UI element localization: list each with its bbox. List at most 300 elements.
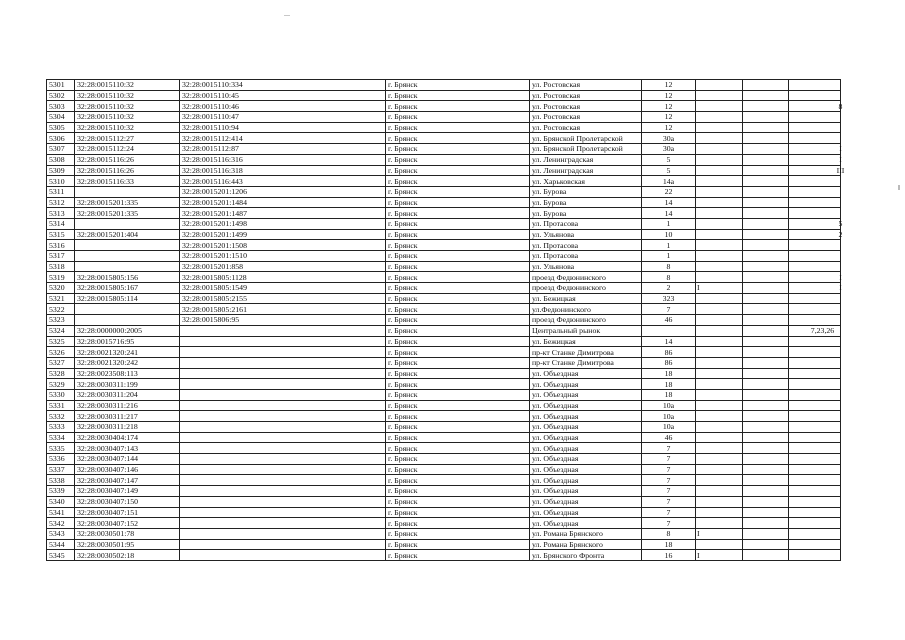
street-cell: ул. Бурова [530,186,642,197]
city-cell: г. Брянск [386,90,530,101]
extra-col-1-cell [696,315,743,326]
table-row [47,261,841,272]
record-number-cell: 5339 [47,486,75,497]
extra-col-2-cell [743,186,789,197]
premises-cadastral-number-cell [180,475,386,486]
record-number-cell: 5335 [47,443,75,454]
extra-col-3-value: I [839,283,842,293]
cadastral-number-cell [75,261,180,272]
cadastral-number-cell: 32:28:0015805:114 [75,293,180,304]
extra-col-2-cell [743,411,789,422]
record-number-cell: 5329 [47,379,75,390]
table-row [47,154,841,165]
city-cell: г. Брянск [386,496,530,507]
house-number-cell: 86 [642,347,696,358]
table-row [47,229,841,240]
extra-col-1-cell [696,304,743,315]
city-cell: г. Брянск [386,368,530,379]
city-cell: г. Брянск [386,347,530,358]
table-row [47,539,841,550]
table-row [47,240,841,251]
city-cell: г. Брянск [386,400,530,411]
extra-col-3-cell [789,80,841,91]
city-cell: г. Брянск [386,101,530,112]
table-row [47,165,841,176]
extra-col-1-cell [696,261,743,272]
extra-col-2-cell [743,539,789,550]
premises-cadastral-number-cell [180,347,386,358]
house-number-cell: 2 [642,283,696,294]
premises-cadastral-number-cell [180,336,386,347]
cadastral-number-cell [75,304,180,315]
record-number-cell: 5344 [47,539,75,550]
record-number-cell: 5324 [47,325,75,336]
premises-cadastral-number-cell: 32:28:0015805:1549 [180,283,386,294]
table-row [47,283,841,294]
record-number-cell: 5301 [47,80,75,91]
table-row [47,122,841,133]
table-row [47,464,841,475]
extra-col-3-cell [789,368,841,379]
extra-col-1-cell [696,379,743,390]
street-cell: ул. Романа Брянского [530,528,642,539]
extra-col-2-cell [743,443,789,454]
extra-col-3-cell [789,272,841,283]
city-cell: г. Брянск [386,112,530,123]
premises-cadastral-number-cell [180,528,386,539]
extra-col-3-cell [789,197,841,208]
extra-col-1-cell [696,336,743,347]
table-row [47,133,841,144]
record-number-cell: 5332 [47,411,75,422]
extra-col-2-cell [743,197,789,208]
record-number-cell: 5338 [47,475,75,486]
extra-col-3-cell [789,464,841,475]
street-cell: ул. Романа Брянского [530,539,642,550]
extra-col-2-cell [743,475,789,486]
street-cell: ул. Объездная [530,454,642,465]
table-row [47,272,841,283]
record-number-cell: 5318 [47,261,75,272]
street-cell: ул. Объездная [530,400,642,411]
city-cell: г. Брянск [386,550,530,561]
house-number-cell: 1 [642,251,696,262]
house-number-cell: 12 [642,112,696,123]
extra-col-3-cell [789,550,841,561]
extra-col-2-cell [743,218,789,229]
extra-col-1-cell [696,507,743,518]
premises-cadastral-number-cell [180,379,386,390]
table-row [47,80,841,91]
table-row [47,347,841,358]
extra-col-2-cell [743,454,789,465]
city-cell: г. Брянск [386,454,530,465]
table-row [47,197,841,208]
city-cell: г. Брянск [386,165,530,176]
city-cell: г. Брянск [386,304,530,315]
record-number-cell: 5303 [47,101,75,112]
premises-cadastral-number-cell: 32:28:0015116:443 [180,176,386,187]
street-cell: Центральный рынок [530,325,642,336]
extra-col-2-cell [743,90,789,101]
city-cell: г. Брянск [386,389,530,400]
extra-col-1-cell [696,389,743,400]
extra-col-2-cell [743,272,789,283]
street-cell: ул. Объездная [530,389,642,400]
city-cell: г. Брянск [386,507,530,518]
house-number-cell: 46 [642,432,696,443]
registry-table [46,79,845,561]
premises-cadastral-number-cell: 32:28:0015110:45 [180,90,386,101]
premises-cadastral-number-cell [180,432,386,443]
extra-col-2-cell [743,122,789,133]
extra-col-3-cell [789,422,841,433]
extra-col-3-cell [789,325,841,336]
extra-col-2-cell [743,144,789,155]
house-number-cell: 46 [642,315,696,326]
cadastral-number-cell [75,218,180,229]
premises-cadastral-number-cell: 32:28:0015201:1508 [180,240,386,251]
extra-col-3-cell [789,443,841,454]
extra-col-3-cell [789,90,841,101]
premises-cadastral-number-cell [180,539,386,550]
scan-edge-mark [898,185,900,190]
extra-col-1-cell [696,197,743,208]
city-cell: г. Брянск [386,336,530,347]
extra-col-1-cell [696,368,743,379]
city-cell: г. Брянск [386,218,530,229]
cadastral-number-cell: 32:28:0023508:113 [75,368,180,379]
cadastral-number-cell: 32:28:0015110:32 [75,112,180,123]
city-cell: г. Брянск [386,357,530,368]
extra-col-1-cell [696,325,743,336]
table-row [47,186,841,197]
city-cell: г. Брянск [386,518,530,529]
extra-col-3-value: I [839,155,842,165]
record-number-cell: 5326 [47,347,75,358]
cadastral-number-cell: 32:28:0015116:26 [75,165,180,176]
table-row [47,112,841,123]
premises-cadastral-number-cell: 32:28:0015806:95 [180,315,386,326]
city-cell: г. Брянск [386,229,530,240]
house-number-cell: 10а [642,422,696,433]
extra-col-2-cell [743,208,789,219]
cadastral-number-cell: 32:28:0015110:32 [75,101,180,112]
extra-col-3-cell [789,229,841,240]
record-number-cell: 5316 [47,240,75,251]
record-number-cell: 5336 [47,454,75,465]
street-cell: ул. Протасова [530,251,642,262]
table-row [47,400,841,411]
street-cell: ул. Объездная [530,496,642,507]
table-row [47,454,841,465]
extra-col-1-cell [696,90,743,101]
table-row [47,379,841,390]
city-cell: г. Брянск [386,251,530,262]
extra-col-2-cell [743,422,789,433]
cadastral-number-cell: 32:28:0030407:152 [75,518,180,529]
record-number-cell: 5315 [47,229,75,240]
extra-col-1-cell [696,218,743,229]
house-number-cell: 7 [642,454,696,465]
premises-cadastral-number-cell [180,368,386,379]
registry-body [47,80,845,561]
cadastral-number-cell: 32:28:0015116:26 [75,154,180,165]
cadastral-number-cell: 32:28:0015805:167 [75,283,180,294]
extra-col-2-cell [743,528,789,539]
cadastral-number-cell: 32:28:0030501:95 [75,539,180,550]
cadastral-number-cell: 32:28:0021320:242 [75,357,180,368]
record-number-cell: 5342 [47,518,75,529]
table-row [47,475,841,486]
house-number-cell: 1 [642,218,696,229]
extra-col-3-cell [789,176,841,187]
extra-col-1-cell [696,186,743,197]
house-number-cell: 30а [642,133,696,144]
extra-col-1-cell [696,229,743,240]
record-number-cell: 5345 [47,550,75,561]
extra-col-2-cell [743,293,789,304]
house-number-cell: 18 [642,539,696,550]
extra-col-3-cell [789,539,841,550]
house-number-cell: 8 [642,272,696,283]
extra-col-3-cell [789,411,841,422]
house-number-cell: 14 [642,208,696,219]
city-cell: г. Брянск [386,197,530,208]
extra-col-1-cell [696,432,743,443]
street-cell: ул. Харьковская [530,176,642,187]
extra-col-3-cell [789,475,841,486]
extra-col-2-cell [743,518,789,529]
extra-col-3-cell [789,144,841,155]
extra-col-3-value: 5 [838,219,843,229]
extra-col-2-cell [743,133,789,144]
premises-cadastral-number-cell [180,357,386,368]
extra-col-2-cell [743,379,789,390]
city-cell: г. Брянск [386,80,530,91]
extra-col-2-cell [743,165,789,176]
extra-col-2-cell [743,389,789,400]
extra-col-3-cell [789,283,841,294]
premises-cadastral-number-cell [180,464,386,475]
table-row [47,251,841,262]
city-cell: г. Брянск [386,283,530,294]
premises-cadastral-number-cell: 32:28:0015201:1510 [180,251,386,262]
house-number-cell: 7 [642,496,696,507]
extra-col-1-cell [696,165,743,176]
extra-col-3-value: 7,23,26 [810,326,835,336]
cadastral-number-cell: 32:28:0015110:32 [75,80,180,91]
premises-cadastral-number-cell: 32:28:0015805:2155 [180,293,386,304]
street-cell: пр-кт Станке Димитрова [530,347,642,358]
record-number-cell: 5311 [47,186,75,197]
street-cell: ул. Бежицкая [530,293,642,304]
extra-col-2-cell [743,154,789,165]
extra-col-3-cell [789,496,841,507]
house-number-cell: 323 [642,293,696,304]
city-cell: г. Брянск [386,186,530,197]
extra-col-2-cell [743,464,789,475]
house-number-cell: 12 [642,122,696,133]
extra-col-1-cell [696,122,743,133]
extra-col-2-cell [743,283,789,294]
premises-cadastral-number-cell: 32:28:0015110:46 [180,101,386,112]
cadastral-number-cell: 32:28:0015112:24 [75,144,180,155]
table-row [47,315,841,326]
house-number-cell: 1 [642,240,696,251]
cadastral-number-cell: 32:28:0030407:151 [75,507,180,518]
extra-col-1-cell [696,443,743,454]
premises-cadastral-number-cell [180,443,386,454]
extra-col-3-cell [789,304,841,315]
premises-cadastral-number-cell [180,454,386,465]
extra-col-1-cell [696,411,743,422]
extra-col-3-cell [789,186,841,197]
extra-col-3-cell [789,336,841,347]
extra-col-2-cell [743,368,789,379]
city-cell: г. Брянск [386,464,530,475]
table-row [47,528,841,539]
table-row [47,208,841,219]
record-number-cell: 5340 [47,496,75,507]
house-number-cell: 7 [642,304,696,315]
extra-col-2-cell [743,176,789,187]
record-number-cell: 5312 [47,197,75,208]
extra-col-3-cell [789,261,841,272]
extra-col-2-cell [743,101,789,112]
house-number-cell: 12 [642,90,696,101]
extra-col-1-cell [696,518,743,529]
premises-cadastral-number-cell [180,411,386,422]
extra-col-1-cell [696,154,743,165]
city-cell: г. Брянск [386,475,530,486]
extra-col-3-cell [789,165,845,176]
house-number-cell: 12 [642,80,696,91]
street-cell: ул. Объездная [530,475,642,486]
extra-col-2-cell [743,229,789,240]
extra-col-3-cell [789,454,841,465]
street-cell: ул. Брянского Фронта [530,550,642,561]
extra-col-3-cell [789,486,841,497]
extra-col-3-value: I [839,144,842,154]
house-number-cell: 10а [642,400,696,411]
extra-col-1-cell [696,176,743,187]
house-number-cell: 14 [642,197,696,208]
premises-cadastral-number-cell [180,400,386,411]
house-number-cell: 12 [642,101,696,112]
extra-col-3-cell [789,518,841,529]
record-number-cell: 5317 [47,251,75,262]
street-cell: ул. Объездная [530,432,642,443]
house-number-cell: 7 [642,475,696,486]
premises-cadastral-number-cell: 32:28:0015805:2161 [180,304,386,315]
table-row [47,518,841,529]
extra-col-2-cell [743,496,789,507]
extra-col-1-cell [696,357,743,368]
street-cell: ул. Ульянова [530,229,642,240]
house-number-cell: 5 [642,165,696,176]
extra-col-2-cell [743,325,789,336]
extra-col-2-cell [743,357,789,368]
house-number-cell: 8 [642,528,696,539]
cadastral-number-cell: 32:28:0015116:33 [75,176,180,187]
street-cell: ул.Федюнинского [530,304,642,315]
street-cell: проезд Федюнинского [530,283,642,294]
city-cell: г. Брянск [386,528,530,539]
cadastral-number-cell: 32:28:0015110:32 [75,90,180,101]
extra-col-1-cell [696,133,743,144]
house-number-cell: 22 [642,186,696,197]
extra-col-1-cell [696,208,743,219]
house-number-cell: 18 [642,389,696,400]
extra-col-1-cell [696,112,743,123]
cadastral-number-cell: 32:28:0015201:335 [75,208,180,219]
house-number-cell: 18 [642,379,696,390]
record-number-cell: 5343 [47,528,75,539]
cadastral-number-cell: 32:28:0030407:146 [75,464,180,475]
extra-col-3-cell [789,122,841,133]
extra-col-3-cell [789,208,841,219]
street-cell: ул. Объездная [530,411,642,422]
table-row [47,304,841,315]
extra-col-2-cell [743,507,789,518]
record-number-cell: 5331 [47,400,75,411]
city-cell: г. Брянск [386,122,530,133]
premises-cadastral-number-cell: 32:28:0015110:47 [180,112,386,123]
record-number-cell: 5323 [47,315,75,326]
cadastral-number-cell: 32:28:0030311:204 [75,389,180,400]
record-number-cell: 5320 [47,283,75,294]
premises-cadastral-number-cell [180,496,386,507]
extra-col-1-cell [696,144,743,155]
extra-col-1-cell [696,454,743,465]
record-number-cell: 5310 [47,176,75,187]
record-number-cell: 5341 [47,507,75,518]
city-cell: г. Брянск [386,154,530,165]
extra-col-2-cell [743,240,789,251]
table-row [47,357,841,368]
street-cell: ул. Объездная [530,518,642,529]
extra-col-1-cell [696,347,743,358]
house-number-cell: 7 [642,443,696,454]
premises-cadastral-number-cell [180,389,386,400]
premises-cadastral-number-cell: 32:28:0015201:1484 [180,197,386,208]
record-number-cell: 5328 [47,368,75,379]
street-cell: ул. Объездная [530,368,642,379]
table-row [47,176,841,187]
house-number-cell: 7 [642,486,696,497]
house-number-cell: 16 [642,550,696,561]
house-number-cell: 10а [642,411,696,422]
premises-cadastral-number-cell: 32:28:0015110:94 [180,122,386,133]
record-number-cell: 5308 [47,154,75,165]
extra-col-3-cell [789,101,841,112]
cadastral-number-cell: 32:28:0015716:95 [75,336,180,347]
city-cell: г. Брянск [386,176,530,187]
extra-col-1-cell [696,486,743,497]
record-number-cell: 5304 [47,112,75,123]
extra-col-2-cell [743,304,789,315]
city-cell: г. Брянск [386,144,530,155]
street-cell: ул. Объездная [530,507,642,518]
premises-cadastral-number-cell: 32:28:0015201:858 [180,261,386,272]
house-number-cell: 14а [642,176,696,187]
extra-col-1-cell [696,475,743,486]
extra-col-2-cell [743,486,789,497]
premises-cadastral-number-cell: 32:28:0015201:1487 [180,208,386,219]
cadastral-number-cell: 32:28:0030501:78 [75,528,180,539]
table-row [47,218,841,229]
